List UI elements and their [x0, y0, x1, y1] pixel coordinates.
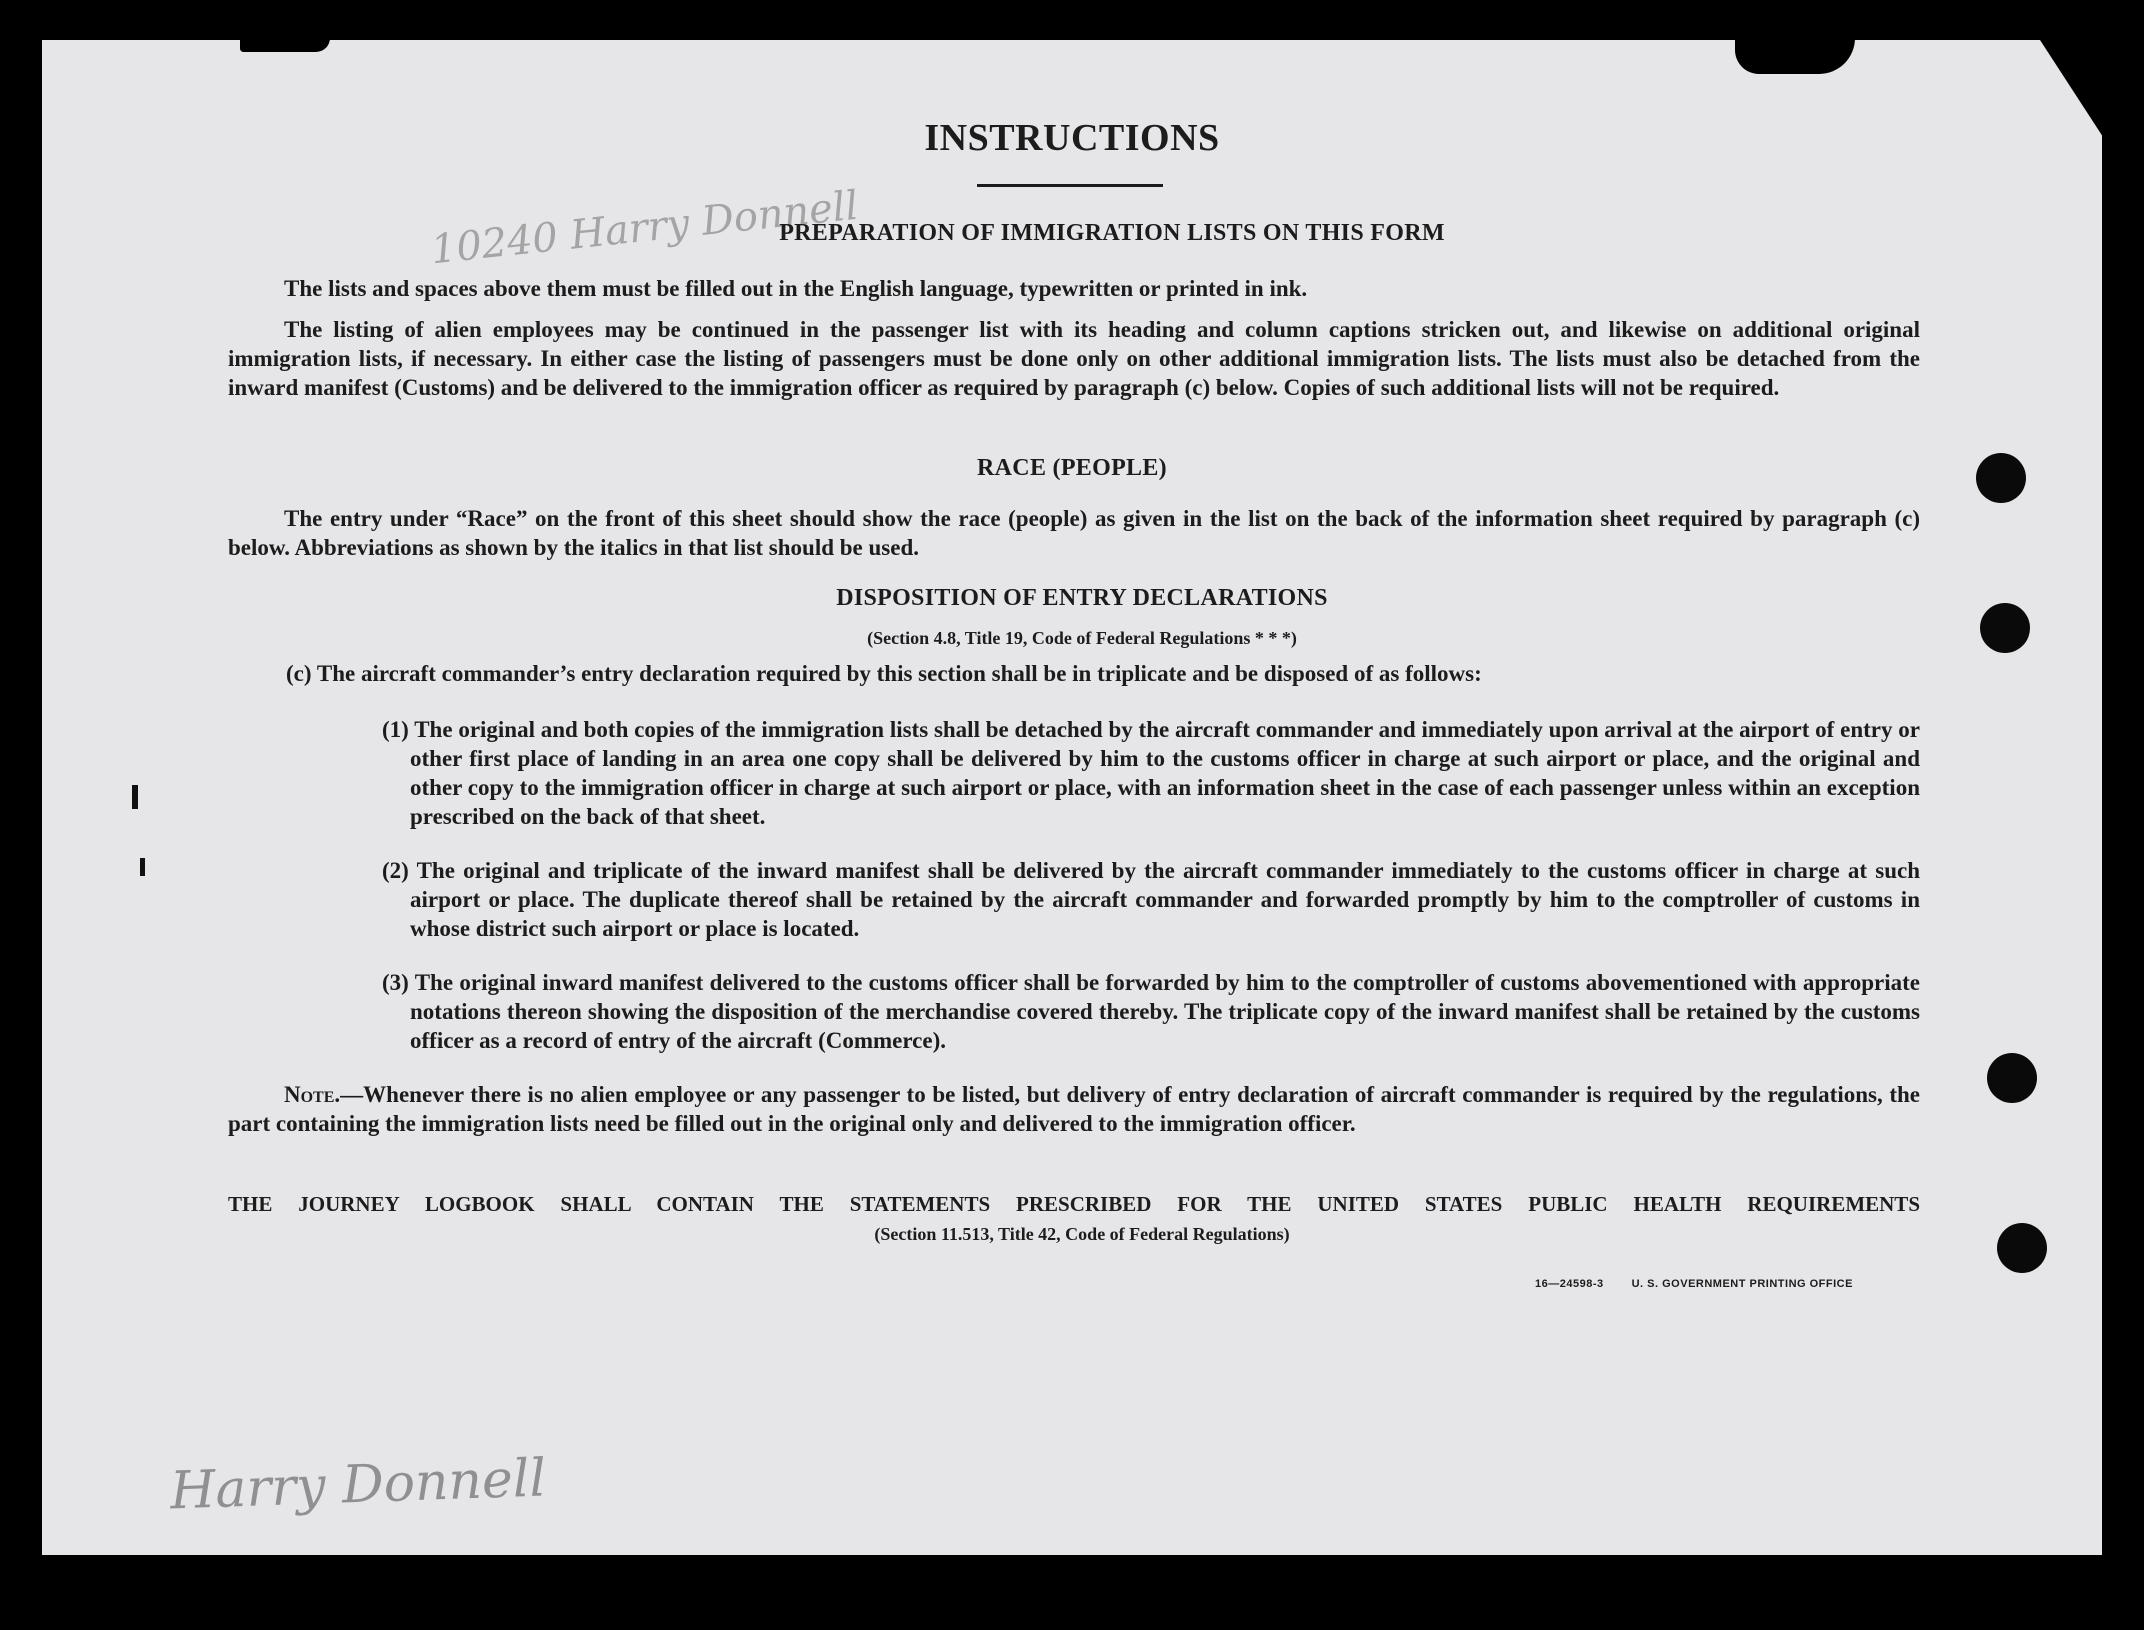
title-underline	[977, 184, 1163, 187]
preparation-paragraph-2: The listing of alien employees may be continued in the passenger list with its heading and column captions stricken out, and likewise on additional original immigration lists, if necessary. In either case the listing of passengers must be done only on other additional immigration lists. The lists must also be detached from the inward manifest (Customs) and be delivered to the immigration officer as required by paragraph (c) below. Copies of such additional lists will not be required.	[228, 317, 1920, 400]
handwritten-signature: Harry Donnell	[169, 1448, 547, 1522]
race-paragraph: The entry under “Race” on the front of this sheet should show the race (people) as given in the list on the back of the information sheet required by paragraph (c) below. Abbreviations as shown by the italics in that list should be used.	[228, 506, 1920, 560]
form-number: 16—24598-3	[1535, 1278, 1604, 1290]
disposition-citation: (Section 4.8, Title 19, Code of Federal Regulations * * *)	[867, 628, 1297, 648]
disposition-item-3: (3) The original inward manifest delivered to the customs officer shall be forwarded by him to the comptroller of customs abovementioned with appropriate notations thereon showing the disposition of the merchandise covered thereby. The triplicate copy of the inward manifest shall be retained by the customs officer as a record of entry of the aircraft (Commerce).	[382, 970, 1920, 1053]
margin-mark	[140, 858, 145, 876]
punch-hole	[1976, 453, 2026, 503]
note-paragraph	[228, 1080, 1920, 1138]
health-statement: THE JOURNEY LOGBOOK SHALL CONTAIN THE STATEMENTS PRESCRIBED FOR THE UNITED STATES PUBLIC HEALTH REQUIREMENTS	[228, 1192, 1920, 1216]
punch-hole	[1980, 603, 2030, 653]
race-heading: RACE (PEOPLE)	[977, 455, 1167, 481]
handwritten-note: 10240 Harry Donnell	[428, 182, 861, 274]
note-label: Note.	[284, 1082, 341, 1107]
preparation-paragraph-1: The lists and spaces above them must be filled out in the English language, typewritten or printed in ink.	[284, 276, 1308, 301]
margin-mark	[132, 785, 138, 809]
preparation-heading: PREPARATION OF IMMIGRATION LISTS ON THIS FORM	[779, 220, 1445, 246]
disposition-item-2: (2) The original and triplicate of the inward manifest shall be delivered by the aircraft commander immediately to the customs officer in charge at such airport or place. The duplicate thereof shall be retained by the aircraft commander and forwarded promptly by him to the comptroller of customs in whose district such airport or place is located.	[382, 858, 1920, 941]
disposition-heading: DISPOSITION OF ENTRY DECLARATIONS	[836, 585, 1328, 611]
disposition-item-1: (1) The original and both copies of the immigration lists shall be detached by the aircraft commander and immediately upon arrival at the airport of entry or other first place of landing in an area one copy shall be delivered by him to the customs officer in charge at such airport or place, and the original and other copy to the immigration officer in charge at such airport or place, with an information sheet in the case of each passenger unless within an exception prescribed on the back of that sheet.	[382, 717, 1920, 829]
health-citation: (Section 11.513, Title 42, Code of Federal Regulations)	[874, 1224, 1290, 1244]
punch-hole	[1987, 1053, 2037, 1103]
note-text: —Whenever there is no alien employee or any passenger to be listed, but delivery of entry declaration of aircraft commander is required by the regulations, the part containing the immigration lists need be filled out in the original only and delivered to the immigration officer.	[228, 1082, 1920, 1136]
disposition-intro: (c) The aircraft commander’s entry declaration required by this section shall be in triplicate and be disposed of as follows:	[286, 661, 1482, 686]
printer-imprint: U. S. GOVERNMENT PRINTING OFFICE	[1631, 1278, 1853, 1290]
punch-hole	[1997, 1223, 2047, 1273]
page-title: INSTRUCTIONS	[924, 117, 1220, 159]
form-footer	[1535, 1278, 1853, 1290]
